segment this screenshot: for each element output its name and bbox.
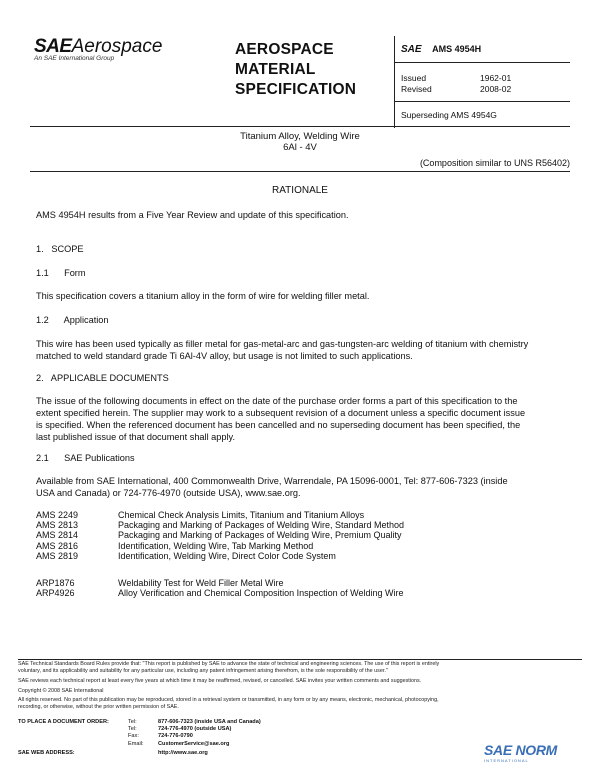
contact-row [18, 733, 418, 740]
sae-norm-logo [484, 742, 594, 763]
email-value[interactable]: CustomerService@sae.org [158, 740, 230, 747]
footer-line-2: voluntary, and its applicability and suitability for any particular use, including any patent infringement arising therefrom, is the sole responsibility of the user." [18, 668, 388, 674]
email-label: Email: [128, 740, 144, 747]
mini-sae-logo: SAE [401, 44, 422, 55]
logo-sae-text: SAE [34, 36, 72, 57]
footer-line-4: Copyright © 2008 SAE International [18, 688, 104, 694]
title-line-1: AEROSPACE [235, 41, 334, 58]
contact-row [18, 741, 418, 748]
ams-document-list [36, 510, 556, 561]
applicable-text-line-3: is specified. When the referenced document has been cancelled and no superseding document has been specified, the [36, 420, 521, 430]
document-code: AMS 2816 [36, 540, 79, 551]
contact-row [18, 750, 418, 757]
footer-line-5: All rights reserved. No part of this publication may be reproduced, stored in a retrieval system or transmitted, in any form or by any means, electronic, mechanical, photocopying, [18, 697, 439, 703]
list-item [36, 551, 556, 561]
rationale-text: AMS 4954H results from a Five Year Review and update of this specification. [36, 210, 349, 220]
material-line-1: Titanium Alloy, Welding Wire [240, 131, 360, 142]
sae-norm-logo-text: SAE NORM [484, 742, 558, 758]
sae-publications-text-line-2: USA and Canada) or 724-776-4970 (outside USA), www.sae.org. [36, 488, 301, 498]
document-title: Identification, Welding Wire, Tab Marking Method [118, 540, 314, 551]
applicable-text-line-1: The issue of the following documents in effect on the date of the purchase order forms a part of this specification to the [36, 396, 518, 406]
order-contact-block [18, 719, 418, 757]
arp-document-list [36, 578, 556, 598]
document-code: AMS 2814 [36, 530, 79, 541]
form-text: This specification covers a titanium alloy in the form of wire for welding filler metal. [36, 291, 370, 301]
document-title: Packaging and Marking of Packages of Welding Wire, Premium Quality [118, 530, 402, 541]
document-code: AMS 2819 [36, 550, 79, 561]
title-line-3: SPECIFICATION [235, 81, 357, 98]
doc-number: AMS 4954H [432, 44, 482, 54]
web-value[interactable]: http://www.sae.org [158, 749, 208, 756]
list-item [36, 578, 556, 588]
section-form-heading: 1.1 Form [36, 268, 86, 278]
logo-aerospace-text: Aerospace [71, 36, 163, 57]
document-title: Packaging and Marking of Packages of Welding Wire, Standard Method [118, 520, 404, 531]
title-line-2: MATERIAL [235, 61, 316, 78]
document-code: ARP4926 [36, 588, 75, 599]
tel-label: Tel: [128, 719, 137, 725]
document-type-title [235, 40, 356, 100]
footer-line-6: recording, or otherwise, without the prior written permission of SAE. [18, 704, 179, 710]
issued-label: Issued [401, 73, 427, 83]
applicable-text-line-4: last published issue of that document shall apply. [36, 432, 236, 442]
issued-row [401, 73, 426, 83]
material-bottom-rule [30, 171, 570, 172]
material-title [200, 131, 400, 153]
list-item [36, 588, 556, 598]
header-bottom-rule [30, 126, 570, 127]
superseding-text: Superseding AMS 4954G [401, 110, 497, 120]
revised-value: 2008-02 [480, 84, 512, 94]
rationale-heading: RATIONALE [272, 185, 328, 196]
footer-line-3: SAE reviews each technical report at least every five years at which time it may be reaffirmed, revised, or cancelled. SAE invites your written comments and suggestions. [18, 678, 422, 684]
document-title: Weldability Test for Weld Filler Metal Wire [118, 578, 284, 588]
document-title: Chemical Check Analysis Limits, Titanium and Titanium Alloys [118, 510, 365, 520]
header-divider [394, 36, 395, 128]
sae-norm-logo-sub: INTERNATIONAL [484, 758, 529, 763]
sae-aerospace-logo [34, 36, 224, 62]
footer-line-1: SAE Technical Standards Board Rules provide that: "This report is published by SAE to advance the state of technical and engineering sciences. The use of this report is entirely [18, 661, 440, 667]
list-item [36, 541, 556, 551]
composition-note: (Composition similar to UNS R56402) [419, 158, 570, 168]
section-application-heading: 1.2 Application [36, 315, 109, 325]
footer-top-rule [18, 659, 582, 660]
section-sae-publications-heading: 2.1 SAE Publications [36, 453, 135, 463]
web-label: SAE WEB ADDRESS: [18, 749, 75, 756]
issued-value: 1962-01 [480, 73, 512, 83]
document-title: Identification, Welding Wire, Direct Color Code System [118, 550, 336, 561]
document-title: Alloy Verification and Chemical Composition Inspection of Welding Wire [118, 588, 404, 599]
applicable-text [36, 395, 571, 443]
application-text-line-1: This wire has been used typically as filler metal for gas-metal-arc and gas-tungsten-arc welding of titanium with chemistry [36, 339, 529, 349]
order-label: TO PLACE A DOCUMENT ORDER: [18, 719, 109, 725]
revised-label: Revised [401, 84, 432, 94]
document-code: AMS 2813 [36, 520, 79, 531]
list-item [36, 520, 556, 530]
logo-tagline: An SAE International Group [34, 55, 115, 62]
applicable-text-line-2: extent specified herein. The supplier may work to a subsequent revision of a document unless a specific document issue [36, 408, 526, 418]
document-code: AMS 2249 [36, 510, 79, 520]
fax-value: 724-776-0790 [158, 733, 193, 740]
tel2-label: Tel: [128, 726, 137, 733]
list-item [36, 530, 556, 540]
footer-legal-text [18, 661, 582, 711]
doc-number-rule [395, 62, 570, 63]
contact-row [18, 726, 418, 733]
dates-rule [395, 101, 570, 102]
section-applicable-heading: 2. APPLICABLE DOCUMENTS [36, 373, 169, 383]
fax-label: Fax: [128, 733, 139, 740]
material-line-2: 6Al - 4V [283, 142, 317, 153]
contact-row [18, 719, 418, 726]
doc-number-block [401, 44, 481, 55]
tel2-value: 724-776-4970 (outside USA) [158, 726, 232, 733]
section-scope-heading: 1. SCOPE [36, 244, 84, 254]
sae-publications-text-line-1: Available from SAE International, 400 Commonwealth Drive, Warrendale, PA 15096-0001, Tel: 877-606-7323 (inside [36, 476, 508, 486]
document-code: ARP1876 [36, 578, 75, 588]
sae-publications-text [36, 475, 571, 499]
application-text [36, 338, 571, 362]
list-item [36, 510, 556, 520]
tel-value: 877-606-7323 (inside USA and Canada) [158, 719, 261, 725]
application-text-line-2: matched to weld standard grade Ti 6Al-4V alloy, but usage is not limited to such applications. [36, 351, 413, 361]
